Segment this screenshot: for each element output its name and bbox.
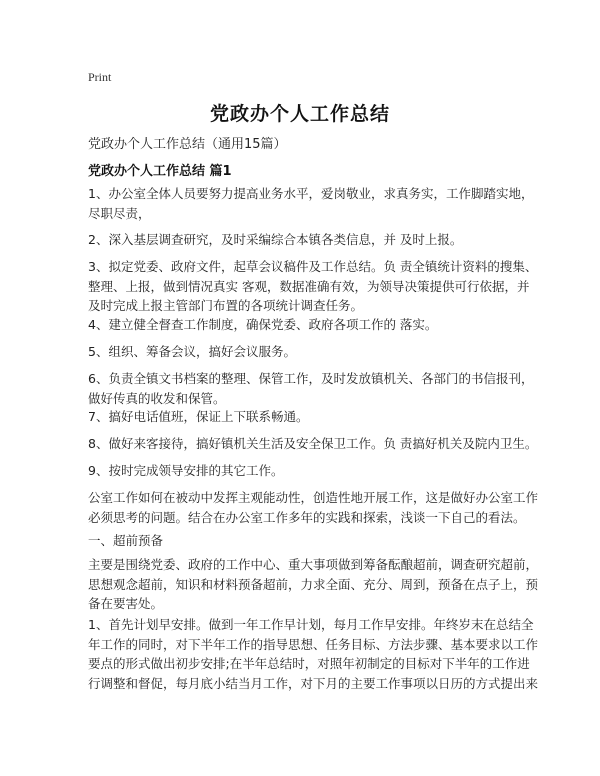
paragraph-5 xyxy=(88,342,520,362)
paragraph-3 xyxy=(88,257,538,316)
section-heading: 党政办个人工作总结 篇1 xyxy=(88,164,232,179)
paragraph-9 xyxy=(88,461,520,481)
paragraph-line: 3、拟定党委、政府文件，起草会议稿件及工作总结。负 责全镇统计资料的搜集、 xyxy=(88,259,538,274)
paragraph-line: 年工作的同时，对下半年工作的指导思想、任务目标、方法步骤、基本要求以工作 xyxy=(88,636,539,652)
paragraph-2 xyxy=(88,230,520,250)
paragraph-4 xyxy=(88,315,520,335)
paragraph-line: 5、组织、筹备会议，搞好会议服务。 xyxy=(88,344,296,359)
paragraph-line: 一、超前预备 xyxy=(88,533,164,548)
paragraph-line: 主要是围绕党委、政府的工作中心、重大事项做到筹备酝酿超前，调查研究超前， xyxy=(88,557,539,572)
paragraph-line: 9、按时完成领导安排的其它工作。 xyxy=(88,463,284,478)
paragraph-line: 公室工作如何在被动中发挥主观能动性，创造性地开展工作，这是做好办公室工作 xyxy=(88,490,539,505)
paragraph-line: 整理、上报，做到情况真实 客观，数据准确有效，为领导决策提供可行依据，并 xyxy=(88,278,530,294)
paragraph-10 xyxy=(88,488,539,527)
paragraph-line: 7、搞好电话值班，保证上下联系畅通。 xyxy=(88,409,309,424)
paragraph-line: 尽职尽责， xyxy=(88,205,151,221)
paragraph-line: 2、深入基层调查研究，及时采编综合本镇各类信息，并 及时上报。 xyxy=(88,232,463,247)
print-label: Print xyxy=(88,70,112,84)
paragraph-7 xyxy=(88,407,520,427)
paragraph-line: 做好传真的收发和保管。 xyxy=(88,390,226,406)
paragraph-line: 及时完成上报主管部门布置的各项统计调查任务。 xyxy=(88,298,364,313)
paragraph-line: 行调整和督促，每月底小结当月工作，对下月的主要工作事项以日历的方式提出来 xyxy=(88,675,539,691)
document-subtitle: 党政办个人工作总结（通用15篇） xyxy=(88,137,287,152)
paragraph-line: 4、建立健全督查工作制度，确保党委、政府各项工作的 落实。 xyxy=(88,317,438,332)
paragraph-8 xyxy=(88,434,538,454)
paragraph-11 xyxy=(88,555,539,614)
paragraph-line: 1、办公室全体人员要努力提高业务水平，爱岗敬业，求真务实，工作脚踏实地， xyxy=(88,186,534,201)
paragraph-line: 8、做好来客接待，搞好镇机关生活及安全保卫工作。负 责搞好机关及院内卫生。 xyxy=(88,436,538,451)
paragraph-1 xyxy=(88,184,534,223)
paragraph-line: 要点的形式做出初步安排;在半年总结时，对照年初制定的目标对下半年的工作进 xyxy=(88,656,530,671)
document-title: 党政办个人工作总结 xyxy=(209,103,390,125)
paragraph-line: 1、首先计划早安排。做到一年工作早计划，每月工作早安排。年终岁末在总结全 xyxy=(88,617,534,632)
paragraph-line: 思想观念超前，知识和材料预备超前，力求全面、充分、周到，预备在点子上，预 xyxy=(88,576,539,592)
paragraph-12 xyxy=(88,615,539,693)
paragraph-line: 必须思考的问题。结合在办公室工作多年的实践和探索，浅谈一下自己的看法。 xyxy=(88,509,526,525)
paragraph-6 xyxy=(88,369,534,408)
section-heading-advance-preparation xyxy=(88,531,520,551)
paragraph-line: 备在要害处。 xyxy=(88,596,164,611)
paragraph-line: 6、负责全镇文书档案的整理、保管工作，及时发放镇机关、各部门的书信报刊， xyxy=(88,371,534,386)
